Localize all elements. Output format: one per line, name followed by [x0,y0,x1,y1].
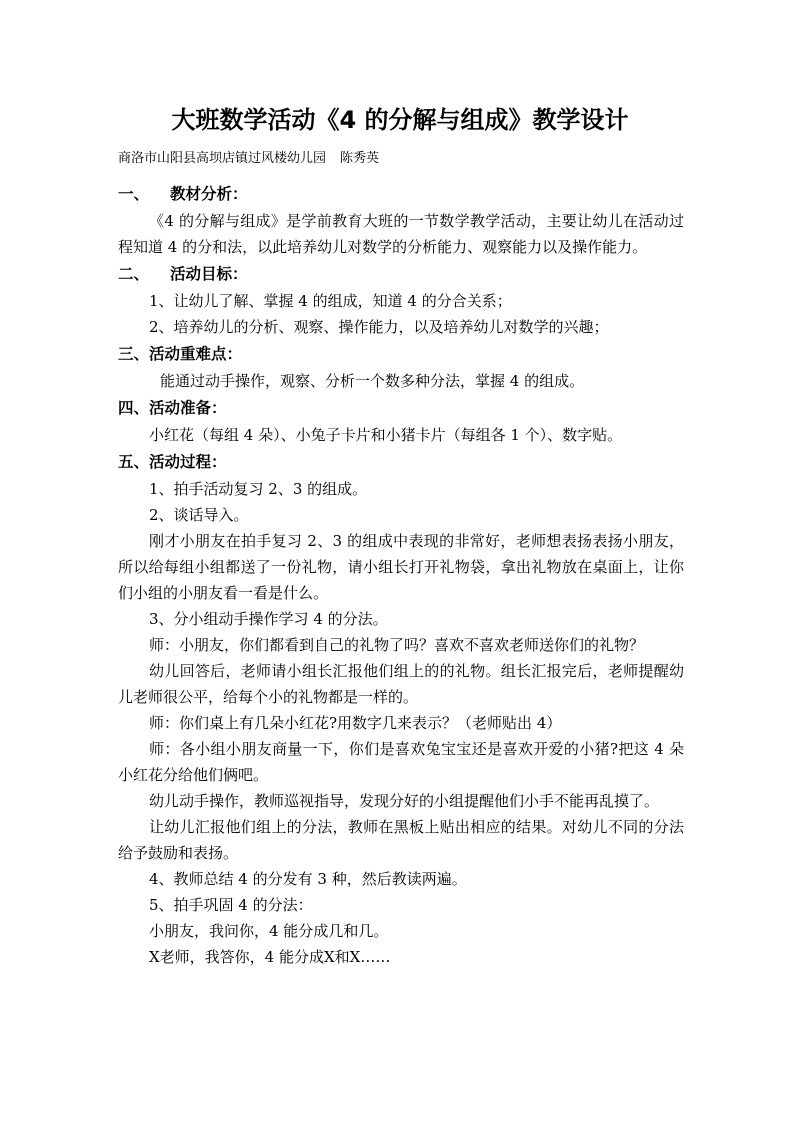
section-heading-1 [118,180,684,208]
paragraph: 3、分小组动手操作学习 4 的分法。 [149,610,388,628]
paragraph: 4、教师总结 4 的分发有 3 种，然后教读两遍。 [149,870,467,888]
section-title: 活动目标： [170,265,248,283]
section-heading-2 [118,260,684,288]
document-body [118,180,684,970]
section-title: 教材分析： [170,185,248,203]
author-line [118,149,379,169]
paragraph: 师：各小组小朋友商量一下，你们是喜欢兔宝宝还是喜欢开爱的小猪?把这 4 朵小红花分给他们俩吧。 [118,740,684,784]
section-number: 一、 [118,185,150,203]
paragraph: 幼儿回答后，老师请小组长汇报他们组上的的礼物。组长汇报完后，老师提醒幼儿老师很公平，给每个小的礼物都是一样的。 [118,662,684,706]
paragraph: 1、让幼儿了解、掌握 4 的组成，知道 4 的分合关系； [149,292,512,310]
paragraph: 2、谈话导入。 [149,506,249,524]
document-title: 大班数学活动《4 的分解与组成》教学设计 [171,106,629,134]
section-number: 三、 [118,345,150,363]
paragraph: 让幼儿汇报他们组上的分法，教师在黑板上贴出相应的结果。对幼儿不同的分法给予鼓励和表扬。 [118,818,684,862]
section-heading-5 [118,448,684,476]
section-title: 活动过程： [149,453,227,471]
section-heading-4 [118,394,684,422]
paragraph: 刚才小朋友在拍手复习 2、3 的组成中表现的非常好，老师想表扬表扬小朋友，所以给每组小组都送了一份礼物，请小组长打开礼物袋，拿出礼物放在桌面上，让你们小组的小朋友看一看是什么。 [118,532,684,602]
paragraph: 能通过动手操作，观察、分析一个数多种分法，掌握 4 的组成。 [160,372,585,390]
paragraph: X老师，我答你，4 能分成X和X…… [149,948,391,966]
author-name: 陈秀英 [340,151,380,166]
paragraph: 师：小朋友，你们都看到自己的礼物了吗？喜欢不喜欢老师送你们的礼物？ [149,636,645,654]
paragraph: 小红花（每组 4 朵）、小兔子卡片和小猪卡片（每组各 1 个）、数字贴。 [149,426,623,444]
paragraph: 小朋友，我问你，4 能分成几和几。 [149,922,389,940]
paragraph: 幼儿动手操作，教师巡视指导，发现分好的小组提醒他们小手不能再乱摸了。 [149,792,660,810]
section-number: 二、 [118,265,150,283]
paragraph: 《4 的分解与组成》是学前教育大班的一节数学教学活动，主要让幼儿在活动过程知道 4 的分和法，以此培养幼儿对数学的分析能力、观察能力以及操作能力。 [118,212,684,256]
section-heading-3 [118,340,684,368]
paragraph: 1、拍手活动复习 2、3 的组成。 [149,480,368,498]
paragraph: 2、培养幼儿的分析、观察、操作能力，以及培养幼儿对数学的兴趣； [149,318,609,336]
section-title: 活动重难点： [149,345,243,363]
section-number: 四、 [118,399,150,417]
section-title: 活动准备： [149,399,227,417]
paragraph: 师：你们桌上有几朵小红花?用数字几来表示？（老师贴出 4） [149,714,562,732]
paragraph: 5、拍手巩固 4 的分法： [149,896,313,914]
author-affiliation: 商洛市山阳县高坝店镇过风楼幼儿园 [118,151,327,166]
section-number: 五、 [118,453,150,471]
